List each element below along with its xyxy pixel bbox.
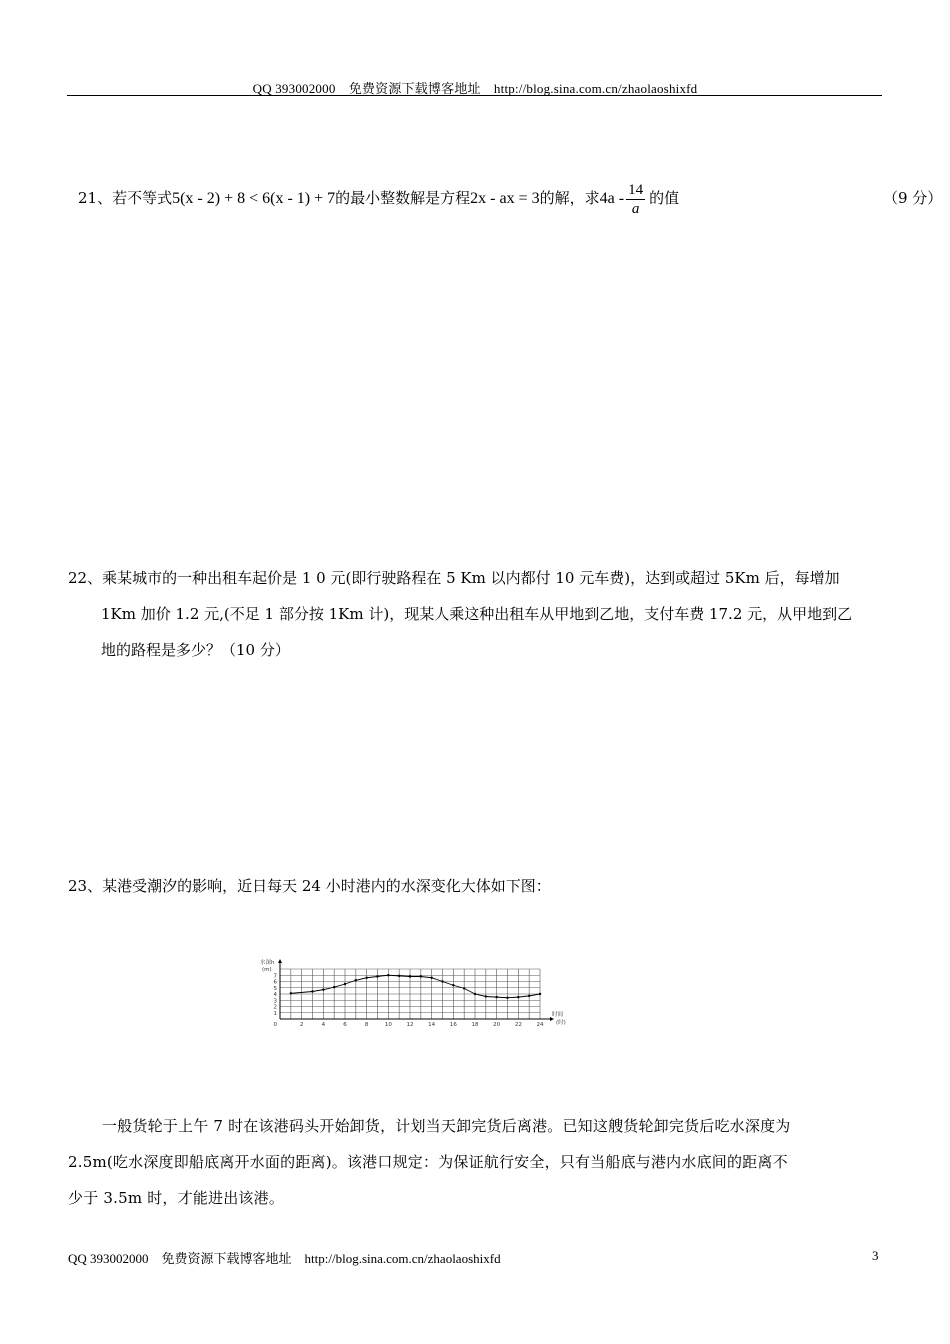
origin-label: 0: [273, 1022, 277, 1028]
x-tick-label: 24: [536, 1022, 544, 1028]
y-tick-label: 2: [273, 1004, 277, 1011]
depth-line: [291, 975, 540, 998]
page-header: QQ 393002000 免费资源下载博客地址 http://blog.sina.com.cn/zhaolaoshixfd: [252, 81, 698, 96]
x-tick-label: 12: [406, 1022, 414, 1028]
x-tick-label: 22: [514, 1022, 522, 1028]
y-tick-label: 6: [273, 979, 277, 986]
y-axis-label: 水深h: [260, 960, 275, 966]
q21-prefix: 21、若不等式: [78, 189, 173, 207]
data-point: [463, 987, 465, 989]
water-depth-chart: [258, 955, 588, 1034]
y-tick-label: 5: [273, 985, 277, 992]
data-point: [528, 995, 530, 997]
x-tick-label: 6: [343, 1022, 347, 1028]
q21-fraction-denominator: a: [631, 200, 640, 217]
y-tick-label: 3: [273, 998, 277, 1005]
y-tick-label: 4: [273, 992, 277, 998]
q23-paragraph-line-2: 2.5m(吃水深度即船底离开水面的距离)。该港口规定：为保证航行安全，只有当船底与港内水底间的距离不: [68, 1153, 788, 1171]
y-tick-label: 7: [273, 973, 277, 980]
data-point: [420, 975, 422, 977]
data-point: [474, 993, 476, 995]
water-depth-chart-svg: [258, 955, 588, 1030]
data-point: [344, 983, 346, 985]
data-point: [376, 975, 378, 977]
data-point: [322, 988, 324, 990]
q22-line-1: 22、乘某城市的一种出租车起价是 1 0 元(即行驶路程在 5 Km 以内都付 10 元车费)，达到或超过 5Km 后，每增加: [68, 569, 840, 587]
question-22: [68, 560, 888, 668]
data-point: [333, 986, 335, 988]
data-point: [485, 995, 487, 997]
x-tick-label: 16: [449, 1022, 457, 1028]
data-point: [398, 975, 400, 977]
q21-mid: 的最小整数解是方程: [335, 189, 471, 207]
data-point: [495, 996, 497, 998]
x-tick-label: 20: [493, 1022, 501, 1028]
data-point: [290, 992, 292, 994]
data-point: [441, 980, 443, 982]
data-point: [365, 977, 367, 979]
page-footer: QQ 393002000 免费资源下载博客地址 http://blog.sina.com.cn/zhaolaoshixfd: [68, 1251, 501, 1266]
q23-paragraph-line-1: 一般货轮于上午 7 时在该港码头开始卸货，计划当天卸完货后离港。已知这艘货轮卸完货后吃水深度为: [102, 1117, 791, 1135]
q23-paragraph-line-3: 少于 3.5m 时，才能进出该港。: [68, 1189, 285, 1207]
y-axis-unit: (m): [262, 967, 272, 973]
data-point: [517, 996, 519, 998]
q21-fraction-numerator: 14: [628, 181, 644, 198]
data-point: [387, 974, 389, 976]
header-rule: [67, 95, 882, 96]
x-tick-label: 8: [364, 1022, 369, 1028]
q21-score: （9 分）: [883, 189, 943, 207]
x-tick-label: 2: [299, 1022, 304, 1028]
question-21: [78, 176, 943, 221]
q23-intro: 23、某港受潮汐的影响，近日每天 24 小时港内的水深变化大体如下图：: [68, 877, 551, 895]
q22-line-3: 地的路程是多少？（10 分）: [101, 641, 290, 659]
x-tick-label: 18: [471, 1022, 479, 1028]
data-point: [506, 997, 508, 999]
chart-series: [290, 974, 542, 999]
x-axis-label: 时间: [552, 1012, 564, 1018]
data-point: [452, 984, 454, 986]
data-point: [409, 975, 411, 977]
q23-paragraph: [68, 1108, 888, 1216]
data-point: [311, 990, 313, 992]
data-point: [430, 977, 432, 979]
chart-labels: [260, 958, 566, 1028]
q22-line-2: 1Km 加价 1.2 元,(不足 1 部分按 1Km 计)，现某人乘这种出租车从甲地到乙地，支付车费 17.2 元，从甲地到乙: [101, 605, 853, 623]
x-tick-label: 10: [384, 1022, 392, 1028]
x-tick-label: 14: [428, 1022, 436, 1028]
x-axis-unit: (时): [556, 1020, 566, 1026]
q21-expression-lead: 4a -: [599, 190, 625, 207]
page-number: 3: [872, 1248, 879, 1263]
q21-suffix: 的值: [649, 189, 680, 207]
y-axis-arrow: [278, 959, 282, 963]
x-tick-label: 4: [321, 1022, 326, 1028]
q21-equation: 2x - ax = 3: [470, 190, 540, 207]
y-tick-label: 1: [273, 1010, 277, 1017]
q21-inequality: 5(x - 2) + 8 < 6(x - 1) + 7: [172, 190, 336, 207]
data-point: [539, 993, 541, 995]
question-23: [68, 868, 888, 904]
data-point: [355, 979, 357, 981]
q21-fraction: [626, 181, 645, 218]
q21-mid2: 的解，求: [539, 189, 600, 207]
